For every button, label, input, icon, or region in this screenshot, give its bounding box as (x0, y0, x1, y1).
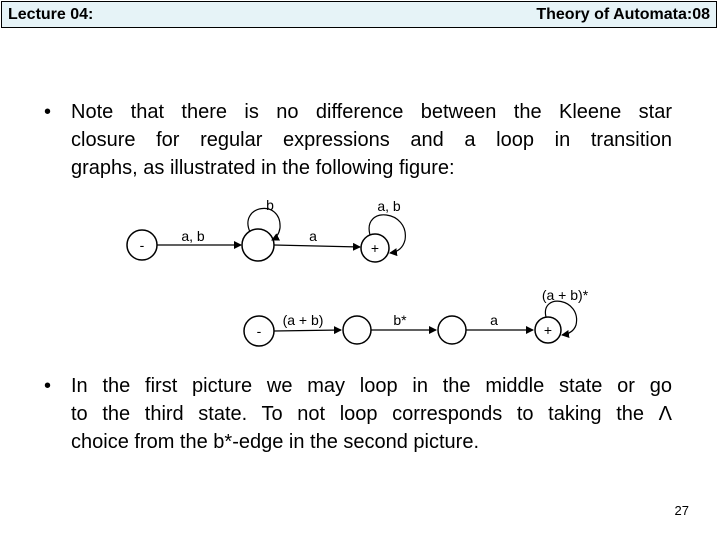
bullet-line: graphs, as illustrated in the following figure: (71, 157, 455, 179)
bullet-line: Note that there is no difference between the Kleene star (71, 101, 672, 123)
edge-label: a (309, 228, 317, 244)
page-number: 27 (674, 503, 689, 518)
figure-1 (127, 197, 405, 262)
edge-label: (a + b) (282, 312, 324, 328)
bullet-line: closure for regular expressions and a loop in transition (71, 129, 672, 151)
state-label: - (256, 323, 262, 339)
figure-2 (244, 287, 589, 346)
edge-2-3 (274, 245, 360, 247)
lecture-title: Lecture 04: (8, 6, 94, 23)
loop-label: (a + b)* (541, 287, 589, 303)
edge-label: b* (393, 312, 407, 328)
edge-1-2 (274, 330, 341, 331)
bullet-line: to the third state. To not loop corresponds to taking the Λ (71, 403, 672, 425)
loop-label: a, b (377, 198, 401, 214)
state-middle (242, 229, 274, 261)
state-label: - (139, 237, 145, 253)
state-2 (343, 316, 371, 344)
loop-label: b (266, 197, 274, 213)
bullet-line: choice from the b*-edge in the second picture. (71, 431, 480, 453)
edge-label: a, b (181, 228, 205, 244)
bullet-item (44, 372, 672, 462)
bullet-line: In the first picture we may loop in the middle state or go (71, 375, 672, 397)
edge-label: a (490, 312, 498, 328)
state-label: + (543, 322, 553, 338)
bullet-marker: • (44, 375, 52, 397)
state-label: + (370, 240, 380, 256)
bullet-marker: • (44, 101, 52, 123)
bullet-text (71, 372, 672, 456)
state-3 (438, 316, 466, 344)
course-title: Theory of Automata:08 (536, 6, 710, 23)
